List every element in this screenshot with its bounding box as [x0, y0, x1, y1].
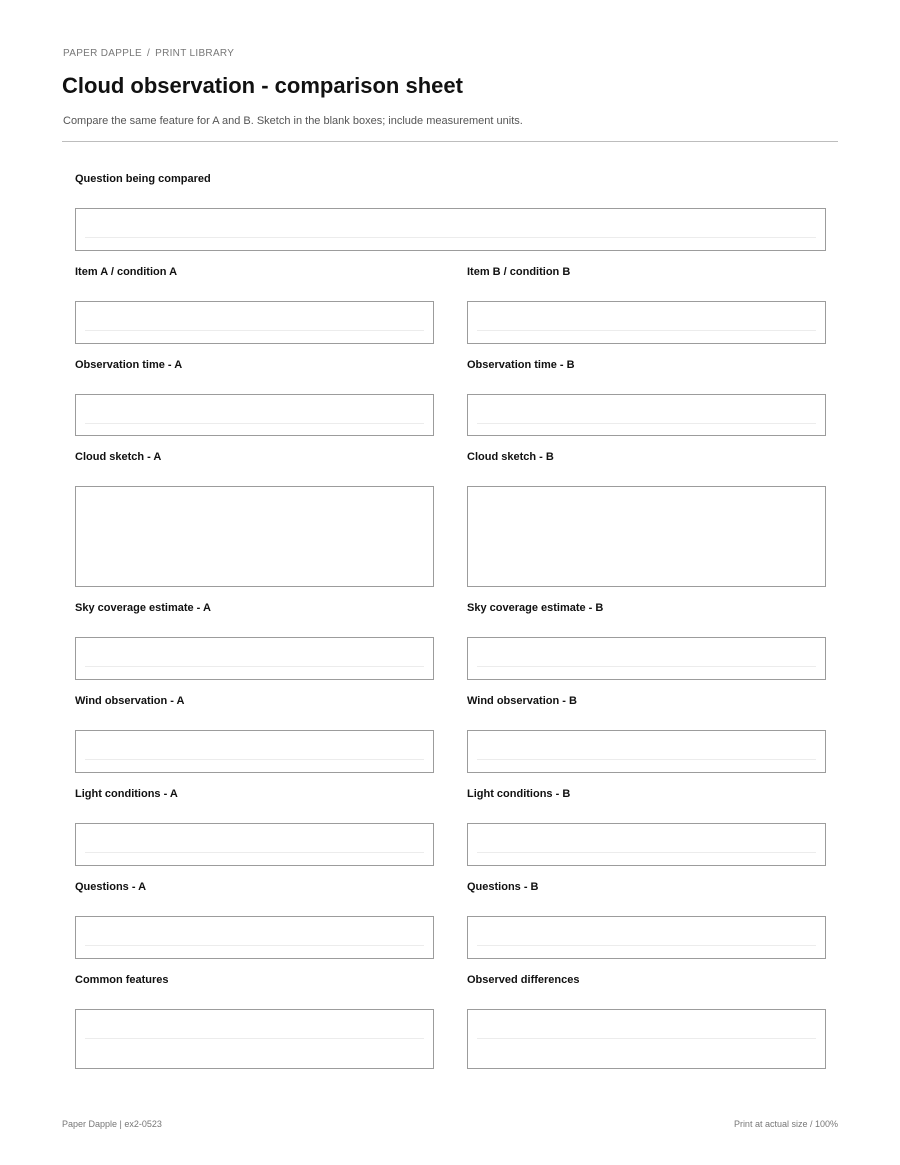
item-a-field[interactable] [75, 301, 434, 344]
questions-a-field[interactable] [75, 916, 434, 959]
writing-line [85, 330, 424, 331]
writing-line [477, 759, 816, 760]
page-title: Cloud observation - comparison sheet [62, 73, 463, 98]
writing-line [85, 423, 424, 424]
item-b-label: Item B / condition B [467, 266, 571, 278]
item-b-field[interactable] [467, 301, 826, 344]
writing-line [85, 759, 424, 760]
breadcrumb [63, 48, 234, 59]
questions-b-field[interactable] [467, 916, 826, 959]
breadcrumb-brand: PAPER DAPPLE [63, 48, 143, 59]
sketch-b-box[interactable] [467, 486, 826, 587]
breadcrumb-section: PRINT LIBRARY [155, 48, 235, 59]
question-field[interactable] [75, 208, 826, 251]
writing-line [477, 945, 816, 946]
item-a-label: Item A / condition A [75, 266, 178, 278]
writing-line [477, 666, 816, 667]
writing-line [85, 852, 424, 853]
writing-line [477, 1038, 816, 1039]
light-b-label: Light conditions - B [467, 788, 571, 800]
footer-id: Paper Dapple | ex2-0523 [62, 1119, 162, 1129]
common-features-label: Common features [75, 974, 169, 986]
writing-line [85, 666, 424, 667]
light-a-field[interactable] [75, 823, 434, 866]
writing-line [85, 1038, 424, 1039]
time-b-field[interactable] [467, 394, 826, 436]
coverage-a-field[interactable] [75, 637, 434, 680]
wind-b-field[interactable] [467, 730, 826, 773]
sketch-b-label: Cloud sketch - B [467, 451, 554, 463]
coverage-a-label: Sky coverage estimate - A [75, 602, 211, 614]
sketch-a-box[interactable] [75, 486, 434, 587]
questions-b-label: Questions - B [467, 881, 539, 893]
wind-a-field[interactable] [75, 730, 434, 773]
question-label: Question being compared [75, 173, 211, 185]
wind-b-label: Wind observation - B [467, 695, 577, 707]
observed-differences-field[interactable] [467, 1009, 826, 1069]
coverage-b-label: Sky coverage estimate - B [467, 602, 604, 614]
common-features-field[interactable] [75, 1009, 434, 1069]
footer-print-note: Print at actual size / 100% [733, 1119, 838, 1129]
writing-line [477, 852, 816, 853]
light-a-label: Light conditions - A [75, 788, 178, 800]
writing-line [85, 945, 424, 946]
coverage-b-field[interactable] [467, 637, 826, 680]
writing-line [477, 423, 816, 424]
questions-a-label: Questions - A [75, 881, 147, 893]
time-b-label: Observation time - B [467, 359, 575, 371]
writing-line [85, 237, 816, 238]
header-divider [62, 141, 838, 142]
page-subtitle: Compare the same feature for A and B. Sketch in the blank boxes; include measurement units. [63, 115, 523, 127]
writing-line [477, 330, 816, 331]
wind-a-label: Wind observation - A [75, 695, 185, 707]
light-b-field[interactable] [467, 823, 826, 866]
observed-differences-label: Observed differences [467, 974, 580, 986]
sketch-a-label: Cloud sketch - A [75, 451, 162, 463]
breadcrumb-separator: / [147, 48, 151, 59]
time-a-field[interactable] [75, 394, 434, 436]
time-a-label: Observation time - A [75, 359, 183, 371]
